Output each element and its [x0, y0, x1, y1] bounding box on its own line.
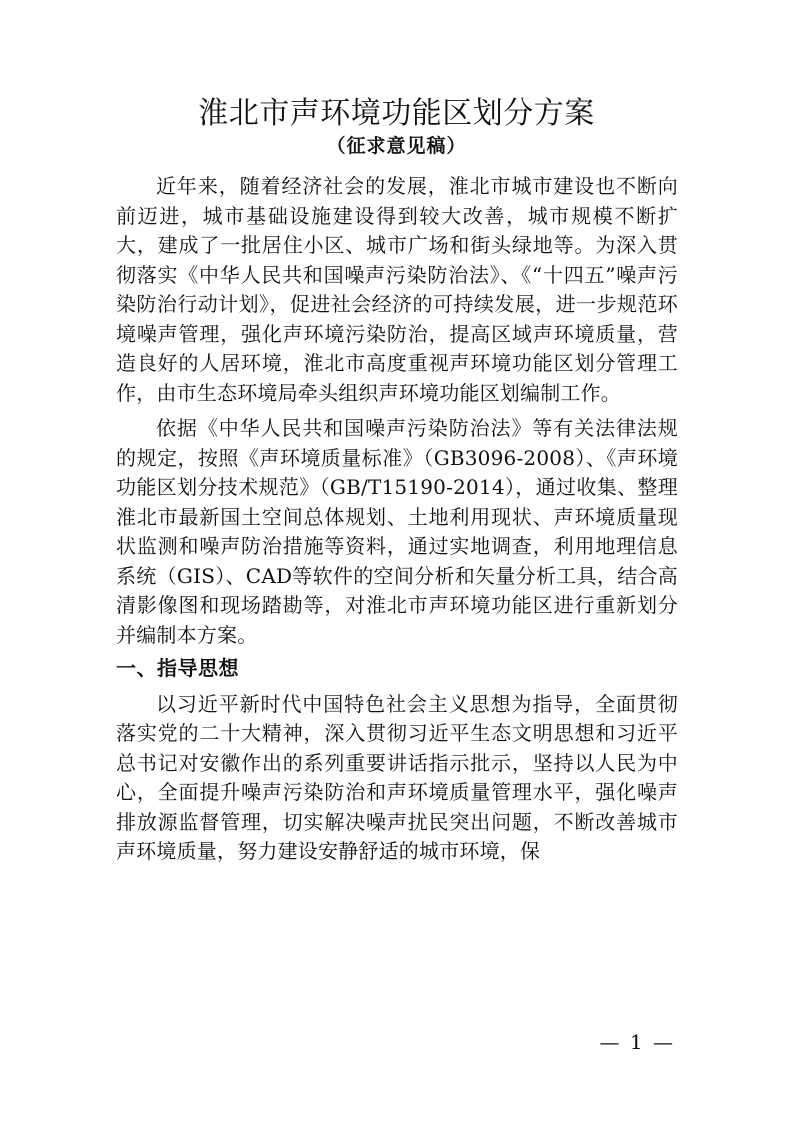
paragraph-guiding-ideology: 以习近平新时代中国特色社会主义思想为指导，全面贯彻落实党的二十大精神，深入贯彻习近平生态文明思想和习近平总书记对安徽作出的系列重要讲话指示批示，坚持以人民为中心，全面提升噪声污染防治和声环境质量管理水平，强化噪声排放源监督管理，切实解决噪声扰民突出问题，不断改善城市声环境质量，努力建设安静舒适的城市环境，保: [116, 691, 678, 863]
document-body: [116, 172, 678, 867]
paragraph-basis: 依据《中华人民共和国噪声污染防治法》等有关法律法规的规定，按照《声环境质量标准》（GB3096-2008）、《声环境功能区划分技术规范》（GB/T15190-2014），通过收集、整理淮北市最新国土空间总体规划、土地利用现状、声环境质量现状监测和噪声防治措施等资料，通过实地调查，利用地理信息系统（GIS）、CAD等软件的空间分析和矢量分析工具，结合高清影像图和现场踏勘等，对淮北市声环境功能区进行重新划分并编制本方案。: [116, 416, 678, 647]
paragraph-intro: 近年来，随着经济社会的发展，淮北市城市建设也不断向前迈进，城市基础设施建设得到较大改善，城市规模不断扩大，建成了一批居住小区、城市广场和街头绿地等。为深入贯彻落实《中华人民共和国噪声污染防治法》、《“十四五”噪声污染防治行动计划》，促进社会经济的可持续发展，进一步规范环境噪声管理，强化声环境污染防治，提高区域声环境质量，营造良好的人居环境，淮北市高度重视声环境功能区划分管理工作，由市生态环境局牵头组织声环境功能区划编制工作。: [116, 174, 678, 405]
page-number: — 1 —: [599, 1030, 675, 1054]
document-title: 淮北市声环境功能区划分方案: [198, 96, 595, 131]
section-heading-guiding-ideology: 一、指导思想: [116, 656, 239, 680]
document-subtitle: （征求意见稿）: [326, 135, 467, 157]
